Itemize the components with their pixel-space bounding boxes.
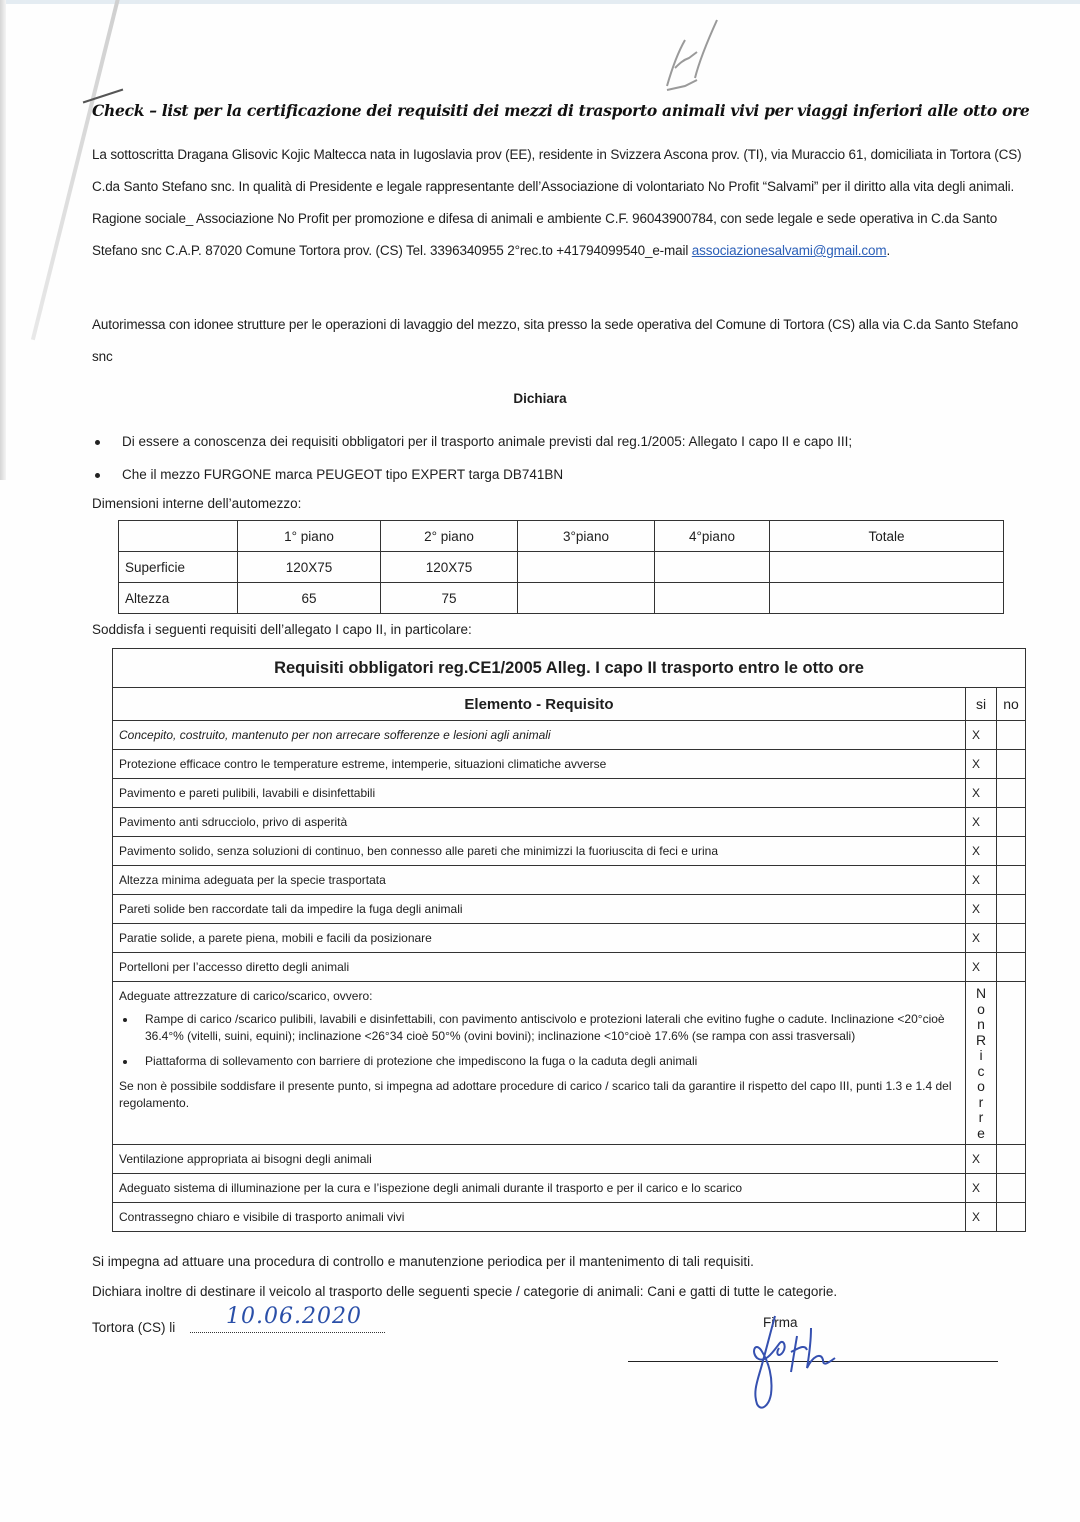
requirement-row [113, 837, 1026, 866]
dim-cell: 75 [381, 583, 518, 614]
loading-equipment-item: Rampe di carico /scarico pulibili, lavabili e disinfettabili, con pavimento antiscivolo e protezioni laterali che evitino fughe o cadute. Inclinazione <20°cioè 36.4°% (vitelli, suini, equini); inclinazione <26°34 cioè 50°% (ovini bovini); inclinazione <10°cioè 17.6% (se rampa con assi trasversali) [119, 1011, 957, 1045]
loading-equipment-intro: Adeguate attrezzature di carico/scarico, ovvero: [119, 989, 373, 1003]
requirement-row [113, 721, 1026, 750]
yes-checkbox[interactable]: X [966, 721, 997, 750]
dim-cell [518, 552, 655, 583]
requirements-table [112, 648, 1026, 1232]
scan-top-edge [0, 0, 1080, 4]
loading-equipment-cell [113, 982, 966, 1145]
no-checkbox[interactable] [997, 750, 1026, 779]
declaration-item: Di essere a conoscenza dei requisiti obbligatori per il trasporto animale previsti dal reg.1/2005: Allegato I capo II e capo III; [92, 431, 1022, 464]
yes-checkbox[interactable]: X [966, 808, 997, 837]
dim-cell [655, 552, 770, 583]
yes-checkbox[interactable]: X [966, 1145, 997, 1174]
requirement-row [113, 924, 1026, 953]
requirement-text: Protezione efficace contro le temperature estreme, intemperie, situazioni climatiche avverse [113, 750, 966, 779]
yes-checkbox[interactable]: X [966, 837, 997, 866]
declaration-list [92, 431, 1022, 497]
date-dotted-line [190, 1332, 385, 1333]
requirement-row [113, 1145, 1026, 1174]
no-checkbox[interactable] [997, 895, 1026, 924]
yes-checkbox[interactable]: X [966, 953, 997, 982]
intro-suffix: . [886, 243, 891, 258]
no-checkbox[interactable] [997, 924, 1026, 953]
requirements-label: Soddisfa i seguenti requisiti dell’allegato I capo II, in particolare: [92, 622, 472, 637]
dim-cell: Altezza [119, 583, 238, 614]
requirement-text: Pavimento solido, senza soluzioni di continuo, ben connesso alle pareti che minimizzi la fuoriuscita di feci e urina [113, 837, 966, 866]
dim-cell: 120X75 [381, 552, 518, 583]
requirement-text: Portelloni per l’accesso diretto degli animali [113, 953, 966, 982]
requirement-text: Altezza minima adeguata per la specie trasportata [113, 866, 966, 895]
dim-cell [770, 552, 1004, 583]
requirement-row [113, 866, 1026, 895]
not-applicable-vertical-text[interactable]: N o n R i c o r r e [966, 982, 997, 1145]
dim-cell: Superficie [119, 552, 238, 583]
yes-checkbox[interactable]: X [966, 1203, 997, 1232]
yes-checkbox[interactable]: X [966, 924, 997, 953]
dimensions-label: Dimensioni interne dell’automezzo: [92, 496, 302, 511]
handwritten-m-icon [655, 14, 745, 94]
no-checkbox[interactable] [997, 779, 1026, 808]
requirement-row [113, 1203, 1026, 1232]
requirement-row [113, 953, 1026, 982]
loading-equipment-item: Piattaforma di sollevamento con barriere di protezione che impediscono la fuga o la caduta degli animali [119, 1053, 957, 1070]
no-checkbox[interactable] [997, 982, 1026, 1145]
yes-checkbox[interactable]: X [966, 750, 997, 779]
yes-checkbox[interactable]: X [966, 895, 997, 924]
yes-column-header: si [966, 688, 997, 721]
requirement-row [113, 779, 1026, 808]
dim-cell: 120X75 [238, 552, 381, 583]
requirement-column-header: Elemento - Requisito [113, 688, 966, 721]
handwritten-signature-icon [735, 1308, 875, 1418]
dim-header-cell: 1° piano [238, 521, 381, 552]
dimensions-row [119, 583, 1004, 614]
no-checkbox[interactable] [997, 837, 1026, 866]
yes-checkbox[interactable]: X [966, 779, 997, 808]
dim-header-cell: 3°piano [518, 521, 655, 552]
requirement-text: Pareti solide ben raccordate tali da impedire la fuga degli animali [113, 895, 966, 924]
requirement-row [113, 1174, 1026, 1203]
requirement-text: Pavimento e pareti pulibili, lavabili e disinfettabili [113, 779, 966, 808]
declaration-item: Che il mezzo FURGONE marca PEUGEOT tipo EXPERT targa DB741BN [92, 464, 1022, 497]
no-checkbox[interactable] [997, 953, 1026, 982]
intro-paragraph [92, 139, 1022, 267]
page-title: Check – list per la certificazione dei requisiti dei mezzi di trasporto animali vivi per viaggi inferiori alle otto ore [92, 101, 1030, 120]
dimensions-table [118, 520, 1004, 614]
dim-cell [655, 583, 770, 614]
dimensions-header-row [119, 521, 1004, 552]
yes-checkbox[interactable]: X [966, 866, 997, 895]
email-link[interactable]: associazionesalvami@gmail.com [691, 243, 887, 258]
handwritten-date[interactable]: 10.06.2020 [226, 1304, 362, 1329]
dim-cell [770, 583, 1004, 614]
place-label: Tortora (CS) li [92, 1320, 176, 1335]
requirement-text: Paratie solide, a parete piena, mobili e facili da posizionare [113, 924, 966, 953]
requirements-table-title: Requisiti obbligatori reg.CE1/2005 Alleg. I capo II trasporto entro le otto ore [113, 649, 1026, 688]
requirement-row [113, 750, 1026, 779]
requirement-text: Pavimento anti sdrucciolo, privo di asperità [113, 808, 966, 837]
no-checkbox[interactable] [997, 1174, 1026, 1203]
no-checkbox[interactable] [997, 866, 1026, 895]
dim-header-cell: 4°piano [655, 521, 770, 552]
intro-text: La sottoscritta Dragana Glisovic Kojic Maltecca nata in Iugoslavia prov (EE), residente in Svizzera Ascona prov. (TI), via Muraccio 61, domiciliata in Tortora (CS) C.da Santo Stefano snc. In qualità di Presidente e legale rappresentante dell’Associazione di volontariato No Profit “Salvami” per il diritto alla vita degli animali. Ragione sociale_ Associazione No Profit per promozione e difesa di animali e ambiente C.F. 96043900784, con sede legale e sede operativa in C.da Santo Stefano snc C.A.P. 87020 Comune Tortora prov. (CS) Tel. 3396340955 2°rec.to +41794099540_e-mail [92, 147, 1022, 258]
requirement-row [113, 808, 1026, 837]
scan-left-edge [0, 0, 6, 480]
dim-header-cell [119, 521, 238, 552]
requirement-text: Concepito, costruito, mantenuto per non arrecare sofferenze e lesioni agli animali [113, 721, 966, 750]
requirement-row [113, 895, 1026, 924]
no-checkbox[interactable] [997, 808, 1026, 837]
requirement-text: Contrassegno chiaro e visibile di trasporto animali vivi [113, 1203, 966, 1232]
requirement-text: Adeguato sistema di illuminazione per la cura e l’ispezione degli animali durante il trasporto e per il carico e lo scarico [113, 1174, 966, 1203]
yes-checkbox[interactable]: X [966, 1174, 997, 1203]
dim-header-cell: 2° piano [381, 521, 518, 552]
requirement-text: Ventilazione appropriata ai bisogni degli animali [113, 1145, 966, 1174]
dim-cell: 65 [238, 583, 381, 614]
no-checkbox[interactable] [997, 721, 1026, 750]
signature-label: Firma [763, 1315, 798, 1330]
no-checkbox[interactable] [997, 1145, 1026, 1174]
no-column-header: no [997, 688, 1026, 721]
loading-equipment-row [113, 982, 1026, 1145]
declaration-heading: Dichiara [513, 391, 567, 406]
dim-header-cell: Totale [770, 521, 1004, 552]
no-checkbox[interactable] [997, 1203, 1026, 1232]
garage-paragraph: Autorimessa con idonee strutture per le operazioni di lavaggio del mezzo, sita presso la sede operativa del Comune di Tortora (CS) alla via C.da Santo Stefano snc [92, 317, 1019, 364]
species-statement: Dichiara inoltre di destinare il veicolo al trasporto delle seguenti specie / categorie di animali: Cani e gatti di tutte le categorie. [92, 1284, 838, 1299]
dim-cell [518, 583, 655, 614]
maintenance-statement: Si impegna ad attuare una procedura di controllo e manutenzione periodica per il mantenimento di tali requisiti. [92, 1254, 754, 1269]
dimensions-row [119, 552, 1004, 583]
loading-equipment-note: Se non è possibile soddisfare il presente punto, si impegna ad adottare procedure di carico / scarico tali da garantire il rispetto del capo III, punti 1.3 e 1.4 del regolamento. [119, 1079, 952, 1110]
